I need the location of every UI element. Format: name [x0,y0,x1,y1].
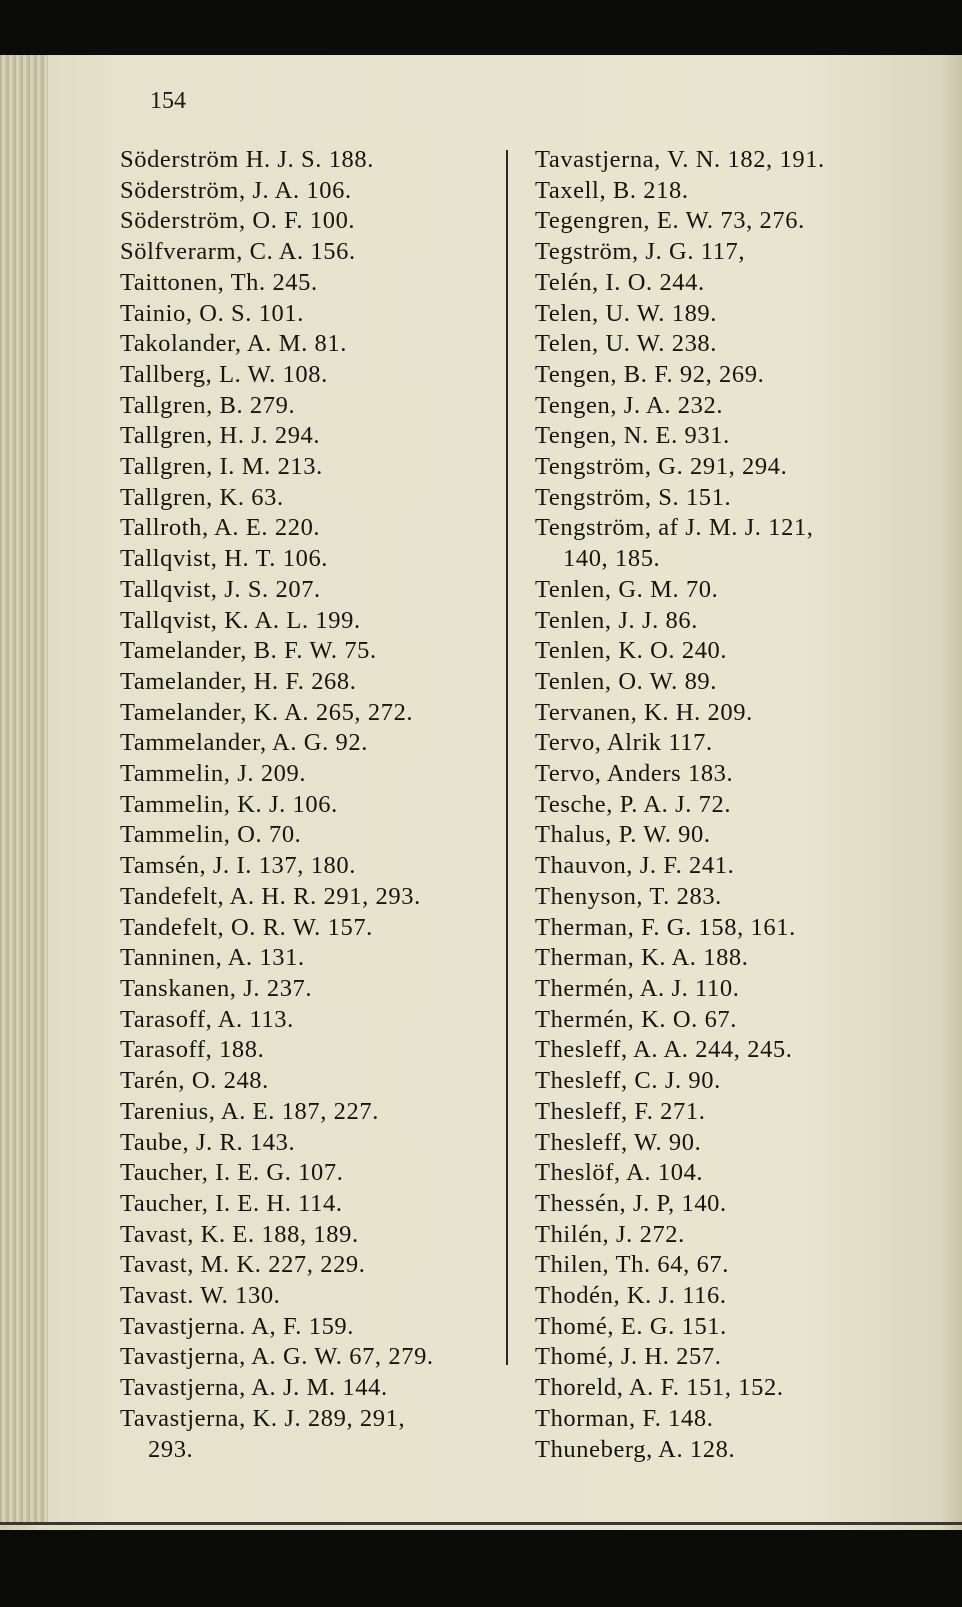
index-entry: Thorman, F. 148. [535,1404,714,1432]
index-entry: Tandefelt, O. R. W. 157. [120,913,373,941]
index-entry: Thesleff, A. A. 244, 245. [535,1036,793,1064]
index-entry: Tavast, M. K. 227, 229. [120,1251,366,1279]
index-entry: Tammelin, O. 70. [120,821,302,849]
index-entry: Tegström, J. G. 117, [535,238,746,266]
index-column-left [120,145,434,1465]
index-entry: Tenlen, K. O. 240. [535,637,728,665]
index-entry: Thessén, J. P, 140. [535,1189,727,1217]
index-entry: Söderström, J. A. 106. [120,176,352,204]
index-entry: Telen, U. W. 189. [535,299,718,327]
index-entry: Tanskanen, J. 237. [120,974,313,1002]
index-entry: Thesleff, F. 271. [535,1097,706,1125]
index-entry: Tallqvist, J. S. 207. [120,575,321,603]
index-entry: Tammelin, K. J. 106. [120,790,338,818]
index-entry: Tallroth, A. E. 220. [120,514,321,542]
index-entry: Tengström, S. 151. [535,483,732,511]
index-entry: Thermén, A. J. 110. [535,974,740,1002]
index-entry: Taucher, I. E. G. 107. [120,1159,344,1187]
page-bottom-edge [0,1522,962,1525]
index-entry: Tenlen, J. J. 86. [535,606,698,634]
index-entry: Tamelander, K. A. 265, 272. [120,698,414,726]
index-entry: Tallgren, I. M. 213. [120,453,323,481]
index-entry: Tarenius, A. E. 187, 227. [120,1097,379,1125]
index-entry: Thenyson, T. 283. [535,882,722,910]
index-entry: Tandefelt, A. H. R. 291, 293. [120,882,421,910]
index-entry: Tengström, G. 291, 294. [535,453,788,481]
index-entry: Tarasoff, 188. [120,1036,265,1064]
index-column-right [535,145,825,1465]
index-entry: Tavastjerna, A. J. M. 144. [120,1374,388,1402]
index-entry: Söderström, O. F. 100. [120,207,356,235]
index-entry: Taxell, B. 218. [535,176,689,204]
index-entry: Tavast. W. 130. [120,1282,281,1310]
index-entry: Thomé, J. H. 257. [535,1343,722,1371]
page-edges [0,55,48,1525]
index-entry: Taucher, I. E. H. 114. [120,1189,343,1217]
index-entry: Tengen, N. E. 931. [535,422,730,450]
index-entry: Tervanen, K. H. 209. [535,698,753,726]
index-entry: Tarén, O. 248. [120,1067,269,1095]
index-entry: Tengen, J. A. 232. [535,391,724,419]
index-entry: Tallgren, H. J. 294. [120,422,321,450]
index-entry: Tamelander, B. F. W. 75. [120,637,377,665]
index-entry: Therman, F. G. 158, 161. [535,913,796,941]
index-entry: Taube, J. R. 143. [120,1128,296,1156]
column-divider [506,150,508,1365]
index-entry: Thilen, Th. 64, 67. [535,1251,730,1279]
index-entry: Thuneberg, A. 128. [535,1435,736,1463]
index-entry: Thoreld, A. F. 151, 152. [535,1374,784,1402]
index-entry: Tammelander, A. G. 92. [120,729,368,757]
index-entry: Thauvon, J. F. 241. [535,852,735,880]
index-entry-continuation: 140, 185. [563,545,661,573]
index-entry: Tallqvist, H. T. 106. [120,545,329,573]
index-entry: Thesleff, C. J. 90. [535,1067,721,1095]
index-entry-continuation: 293. [148,1435,194,1463]
index-entry: Tenlen, G. M. 70. [535,575,719,603]
index-entry: Sölfverarm, C. A. 156. [120,238,356,266]
index-entry: Tarasoff, A. 113. [120,1005,294,1033]
index-entry: Tainio, O. S. 101. [120,299,304,327]
index-entry: Thermén, K. O. 67. [535,1005,737,1033]
index-entry: Tammelin, J. 209. [120,760,307,788]
index-entry: Tengström, af J. M. J. 121, [535,514,814,542]
scan-background [0,1530,962,1607]
index-entry: Thesleff, W. 90. [535,1128,702,1156]
page-number: 154 [150,88,186,114]
index-entry: Telen, U. W. 238. [535,330,718,358]
index-entry: Thalus, P. W. 90. [535,821,711,849]
index-entry: Tavastjerna, V. N. 182, 191. [535,146,825,173]
index-entry: Takolander, A. M. 81. [120,330,347,358]
index-entry: Tavast, K. E. 188, 189. [120,1220,359,1248]
index-entry: Taittonen, Th. 245. [120,268,318,296]
index-entry: Tallgren, B. 279. [120,391,296,419]
index-entry: Telén, I. O. 244. [535,268,705,296]
index-entry: Tenlen, O. W. 89. [535,667,718,695]
index-entry: Thomé, E. G. 151. [535,1312,727,1340]
index-entry: Söderström H. J. S. 188. [120,146,374,173]
index-entry: Tavastjerna, A. G. W. 67, 279. [120,1343,434,1371]
index-entry: Tavastjerna, K. J. 289, 291, [120,1404,406,1432]
index-entry: Tervo, Anders 183. [535,760,734,788]
index-entry: Tallgren, K. 63. [120,483,284,511]
index-entry: Tallqvist, K. A. L. 199. [120,606,361,634]
index-entry: Tegengren, E. W. 73, 276. [535,207,805,235]
index-entry: Tesche, P. A. J. 72. [535,790,732,818]
index-entry: Tamelander, H. F. 268. [120,667,357,695]
index-entry: Tallberg, L. W. 108. [120,360,328,388]
index-entry: Thodén, K. J. 116. [535,1282,727,1310]
index-entry: Thilén, J. 272. [535,1220,685,1248]
index-entry: Tamsén, J. I. 137, 180. [120,852,356,880]
index-entry: Theslöf, A. 104. [535,1159,704,1187]
index-entry: Tavastjerna. A, F. 159. [120,1312,354,1340]
index-entry: Tanninen, A. 131. [120,944,305,972]
index-entry: Therman, K. A. 188. [535,944,749,972]
index-entry: Tengen, B. F. 92, 269. [535,360,765,388]
index-entry: Tervo, Alrik 117. [535,729,713,757]
